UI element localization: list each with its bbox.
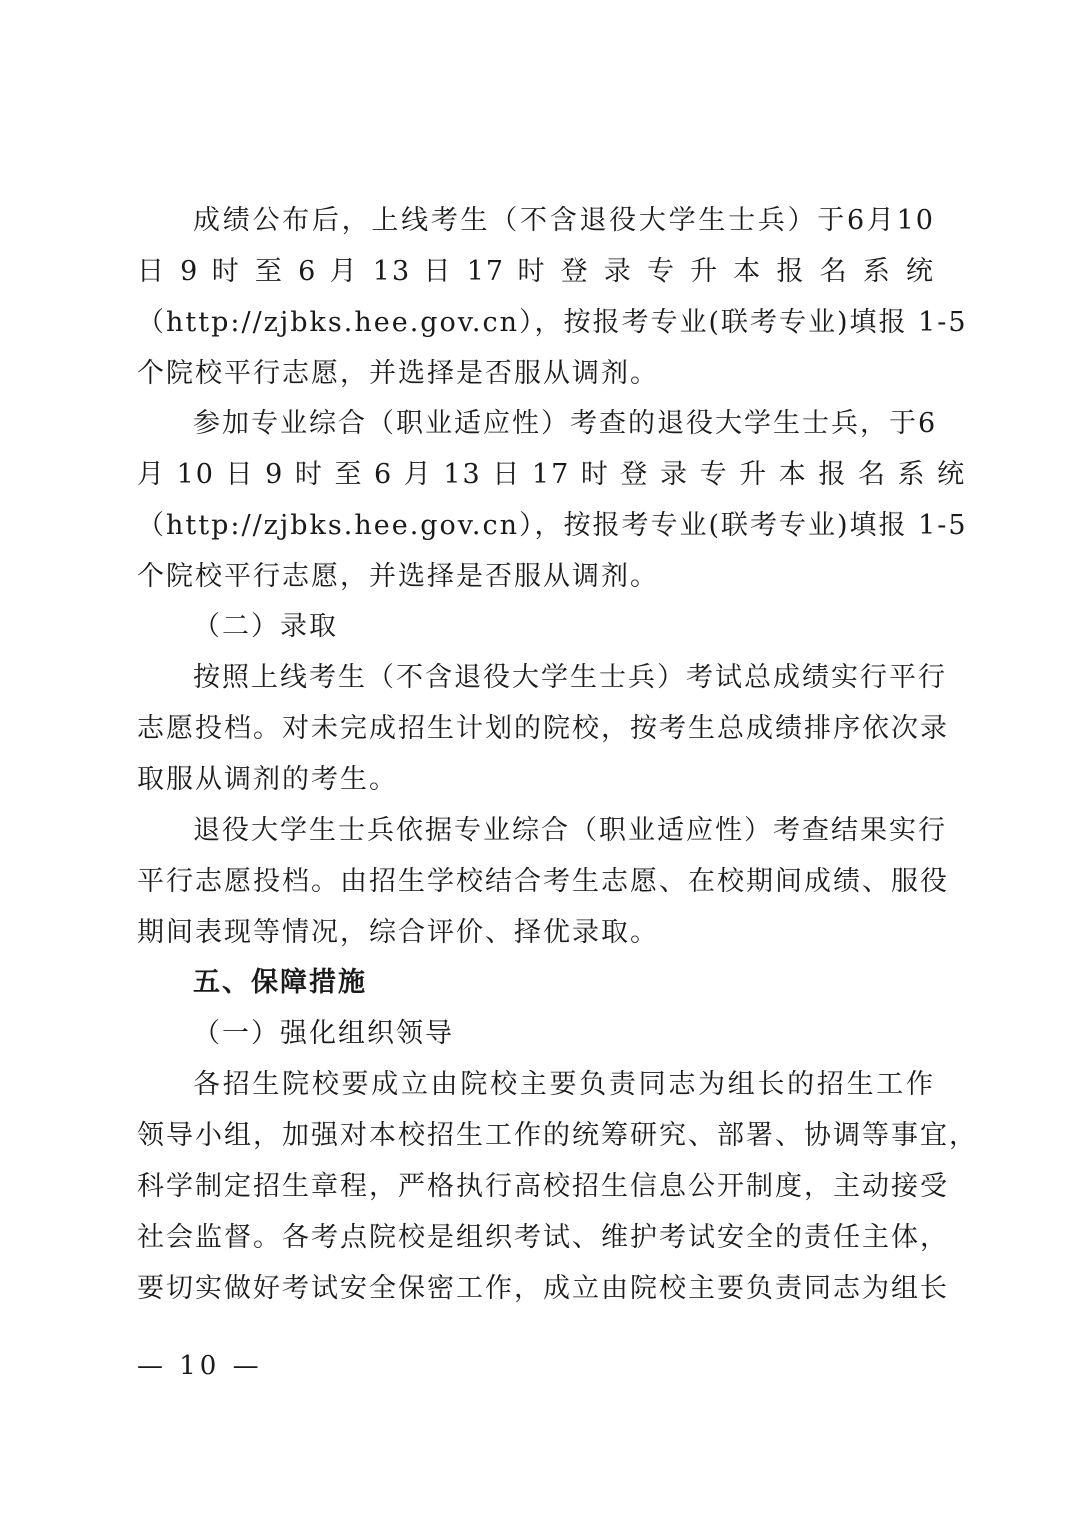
paragraph-5-line-4: 社会监督。各考点院校是组织考试、维护考试安全的责任主体， xyxy=(137,1222,949,1253)
paragraph-5-line-2: 领导小组，加强对本校招生工作的统筹研究、部署、协调等事宜， xyxy=(137,1120,978,1151)
section-heading-leadership: （一）强化组织领导 xyxy=(193,1018,454,1049)
paragraph-3-line-2: 志愿投档。对未完成招生计划的院校，按考生总成绩排序依次录 xyxy=(137,713,949,744)
paragraph-1-line-1: 成绩公布后，上线考生（不含退役大学生士兵）于6月10 xyxy=(193,205,935,236)
paragraph-1-line-2: 日 9 时 至 6 月 13 日 17 时 登 录 专 升 本 报 名 系 统 xyxy=(137,256,935,287)
page-number: — 10 — xyxy=(137,1351,263,1381)
paragraph-5-line-3: 科学制定招生章程，严格执行高校招生信息公开制度，主动接受 xyxy=(137,1171,949,1202)
paragraph-1-line-3: （http://zjbks.hee.gov.cn），按报考专业(联考专业)填报 1-5 xyxy=(137,307,968,338)
paragraph-5-line-1: 各招生院校要成立由院校主要负责同志为组长的招生工作 xyxy=(193,1069,935,1100)
paragraph-1-line-4: 个院校平行志愿，并选择是否服从调剂。 xyxy=(137,358,659,389)
paragraph-5-line-5: 要切实做好考试安全保密工作，成立由院校主要负责同志为组长 xyxy=(137,1273,949,1304)
paragraph-4-line-1: 退役大学生士兵依据专业综合（职业适应性）考查结果实行 xyxy=(193,815,947,846)
section-heading-admission: （二）录取 xyxy=(193,611,338,642)
paragraph-2-line-1: 参加专业综合（职业适应性）考查的退役大学生士兵，于6 xyxy=(193,408,938,439)
paragraph-4-line-2: 平行志愿投档。由招生学校结合考生志愿、在校期间成绩、服役 xyxy=(137,866,949,897)
paragraph-2-line-2: 月 10 日 9 时 至 6 月 13 日 17 时 登 录 专 升 本 报 名 系 统 xyxy=(137,459,967,490)
paragraph-3-line-3: 取服从调剂的考生。 xyxy=(137,764,398,795)
paragraph-4-line-3: 期间表现等情况，综合评价、择优录取。 xyxy=(137,917,659,948)
paragraph-3-line-1: 按照上线考生（不含退役大学生士兵）考试总成绩实行平行 xyxy=(193,662,947,693)
paragraph-2-line-3: （http://zjbks.hee.gov.cn），按报考专业(联考专业)填报 1-5 xyxy=(137,510,968,541)
section-heading-safeguards: 五、保障措施 xyxy=(193,967,367,998)
paragraph-2-line-4: 个院校平行志愿，并选择是否服从调剂。 xyxy=(137,561,659,592)
